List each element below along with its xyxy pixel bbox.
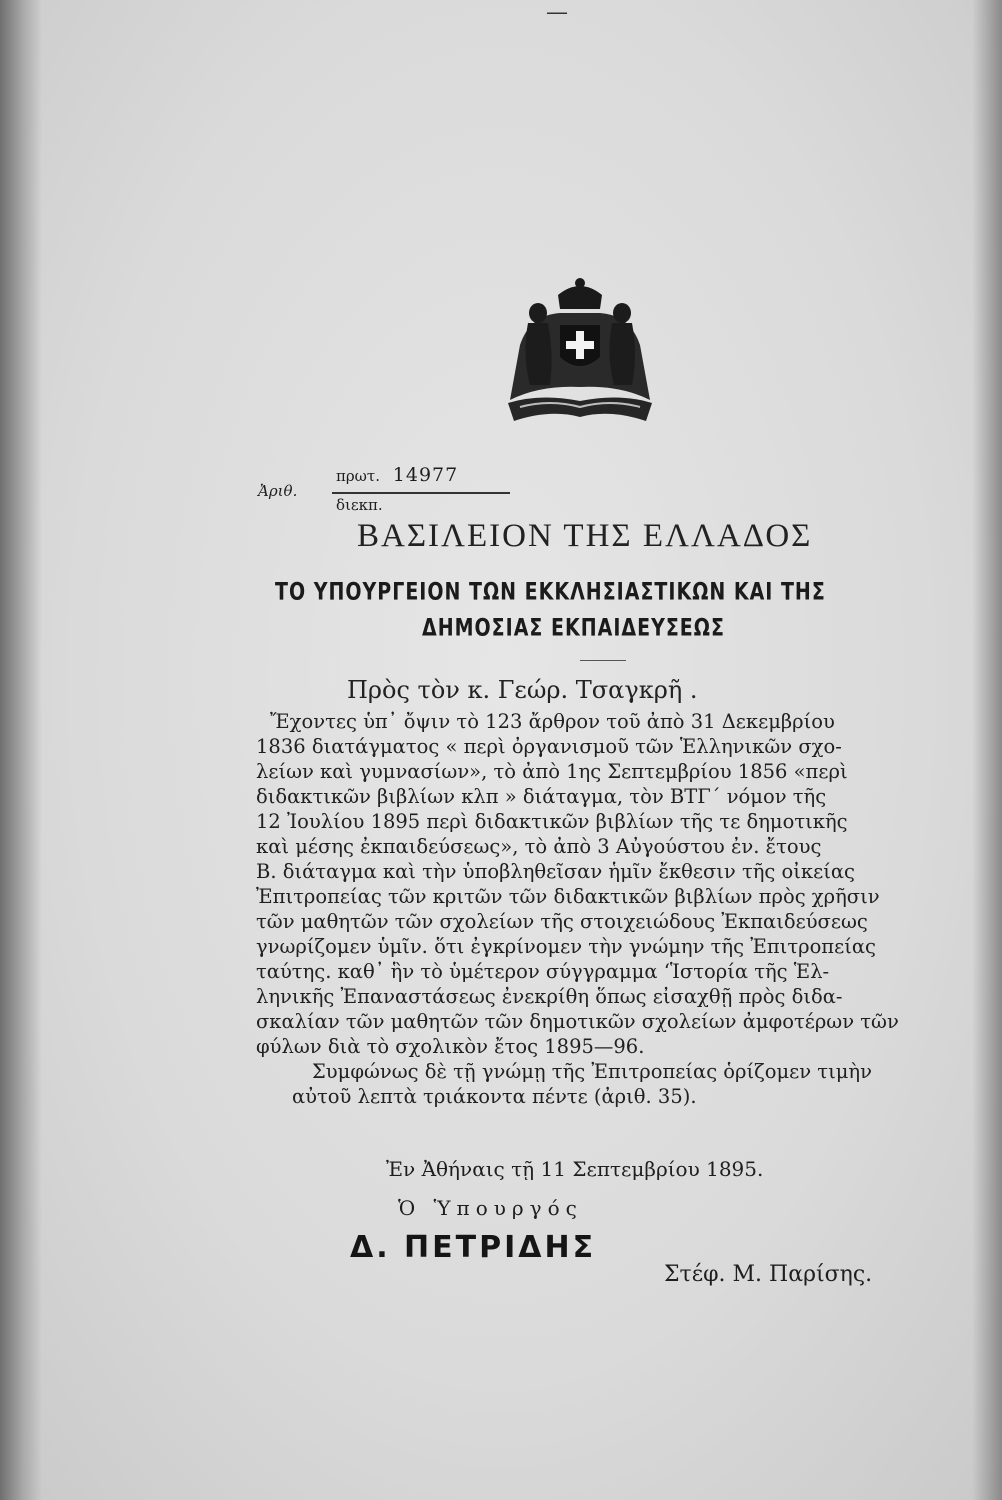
protocol-number-block	[258, 462, 518, 522]
divider	[580, 660, 626, 661]
body-line: Ἐπιτροπείας τῶν κριτῶν τῶν διδακτικῶν βιβλίων πρὸς χρῆσιν	[256, 885, 880, 908]
minister-signature: Δ. ΠΕΤΡΙΔΗΣ	[350, 1230, 597, 1265]
body-line: αὐτοῦ λεπτὰ τριάκοντα πέντε (ἀριθ. 35).	[292, 1085, 697, 1108]
body-line: φύλων διὰ τὸ σχολικὸν ἔτος 1895—96.	[256, 1035, 645, 1058]
diekp-label: διεκπ.	[336, 496, 383, 514]
body-line: γνωρίζομεν ὑμῖν. ὅτι ἐγκρίνομεν τὴν γνώμην τῆς Ἐπιτροπείας	[256, 935, 876, 958]
secretary-signature: Στέφ. Μ. Παρίσης.	[664, 1262, 873, 1287]
body-line: Ἔχοντες ὑπ᾽ ὄψιν τὸ 123 ἄρθρον τοῦ ἀπὸ 31 Δεκεμβρίου	[270, 710, 835, 733]
body-line: λείων καὶ γυμνασίων», τὸ ἀπὸ 1ης Σεπτεμβρίου 1856 «περὶ	[256, 760, 848, 783]
body-line: ληνικῆς Ἐπαναστάσεως ἐνεκρίθη ὅπως εἰσαχθῇ πρὸς διδα-	[256, 985, 843, 1008]
body-line: ταύτης. καθ᾽ ἣν τὸ ὑμέτερον σύγγραμμα ‘Ἱστορία τῆς Ἑλ-	[256, 960, 830, 983]
prot-label: πρωτ.	[336, 467, 380, 485]
prot-number: 14977	[392, 464, 459, 486]
arith-label: Ἀριθ.	[258, 482, 298, 500]
body-line: καὶ μέσης ἐκπαιδεύσεως», τὸ ἀπὸ 3 Αὐγούστου ἐν. ἔτους	[256, 835, 822, 858]
body-line: σκαλίαν τῶν μαθητῶν τῶν δημοτικῶν σχολείων ἀμφοτέρων τῶν	[256, 1010, 899, 1033]
body-line: Συμφώνως δὲ τῇ γνώμῃ τῆς Ἐπιτροπείας ὁρίζομεν τιμὴν	[312, 1060, 872, 1083]
coat-of-arms-icon	[500, 275, 660, 435]
minister-title: Ὁ Ὑπουργός	[398, 1196, 583, 1220]
page-shadow-left	[0, 0, 42, 1500]
ministry-heading-line-2: ΔΗΜΟΣΙΑΣ ΕΚΠΑΙΔΕΥΣΕΩΣ	[422, 614, 725, 642]
body-line: 12 Ἰουλίου 1895 περὶ διδακτικῶν βιβλίων τῆς τε δημοτικῆς	[256, 810, 848, 833]
fraction-line	[332, 492, 510, 494]
prot-field	[336, 464, 458, 486]
ministry-heading-line-1: ΤΟ ΥΠΟΥΡΓΕΙΟΝ ΤΩΝ ΕΚΚΛΗΣΙΑΣΤΙΚΩΝ ΚΑΙ ΤΗΣ	[275, 578, 826, 606]
addressee: Πρὸς τὸν κ. Γεώρ. Τσαγκρῆ .	[347, 676, 698, 704]
body-line: τῶν μαθητῶν τῶν σχολείων τῆς στοιχειώδους Ἐκπαιδεύσεως	[256, 910, 868, 933]
page-shadow-right	[972, 0, 1002, 1500]
date-line: Ἐν Ἀθήναις τῇ 11 Σεπτεμβρίου 1895.	[386, 1157, 764, 1181]
kingdom-heading: ΒΑΣΙΛΕΙΟΝ ΤΗΣ ΕΛΛΑΔΟΣ	[357, 518, 813, 554]
body-line: διδακτικῶν βιβλίων κλπ » διάταγμα, τὸν ΒΤΓ΄ νόμον τῆς	[256, 785, 827, 808]
body-line: 1836 διατάγματος « περὶ ὀργανισμοῦ τῶν Ἑλληνικῶν σχο-	[256, 735, 842, 758]
top-mark: —	[546, 0, 570, 25]
body-line: Β. διάταγμα καὶ τὴν ὑποβληθεῖσαν ἡμῖν ἔκθεσιν τῆς οἰκείας	[256, 860, 855, 883]
